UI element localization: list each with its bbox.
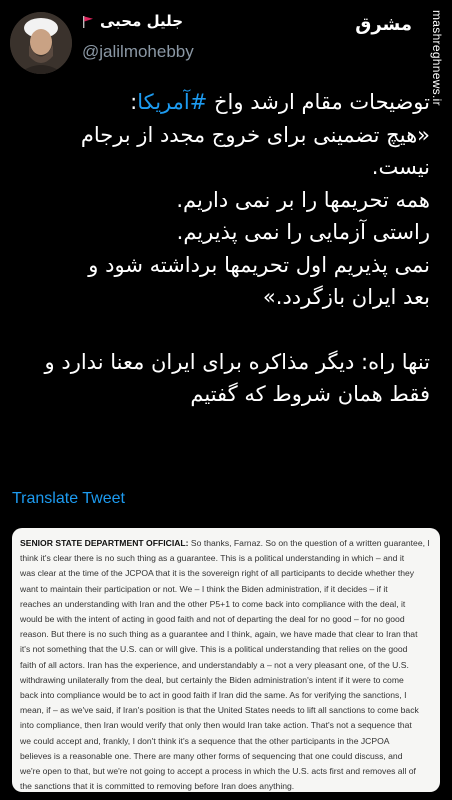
tweet-text xyxy=(12,86,430,411)
tweet-line: فقط همان شروط که گفتیم xyxy=(190,382,430,406)
name-row xyxy=(82,12,183,30)
transcript-line xyxy=(20,536,436,551)
hashtag-link[interactable]: #آمریکا xyxy=(137,90,208,114)
transcript-line: would be with the intent of acting in good faith and not of departing the deal for no good – for no good xyxy=(20,614,405,625)
tweet-line: راستی آزمایی را نمی پذیریم. xyxy=(176,220,430,244)
transcript-line-text: So thanks, Farnaz. So on the question of a written guarantee, I xyxy=(188,538,430,548)
tweet-line-text: توضیحات مقام ارشد واخ xyxy=(207,90,430,114)
tweet-line: «هیچ تضمینی برای خروج مجدد از برجام xyxy=(80,122,430,147)
transcript-line: think it's clear there is no such thing as a guarantee. This is a political understanding in which – and it xyxy=(20,553,405,564)
user-handle[interactable]: @jalilmohebby xyxy=(82,42,194,61)
transcript-line: we're open to that, but we're not going to accept a process in which the U.S. acts first and removes all of xyxy=(20,766,416,777)
translate-tweet-link[interactable]: Translate Tweet xyxy=(12,490,125,507)
tweet-line: نمی پذیریم اول تحریمها برداشته شود و xyxy=(88,252,430,277)
tweet-blank-line xyxy=(12,314,430,346)
tweet-line: تنها راه: دیگر مذاکره برای ایران معنا ندارد و xyxy=(44,349,430,374)
transcript-line: reaches an understanding with Iran and the other P5+1 to come back into compliance with the deal, it xyxy=(20,598,406,609)
flag-icon xyxy=(82,14,94,28)
brand-logo: مشرق xyxy=(355,14,412,35)
transcript-line: reason. But there is no such thing as a guarantee and I think, again, we have made that clear to Iran that xyxy=(20,629,418,640)
tweet-line: توضیحات مقام ارشد واخ #آمریکا: xyxy=(130,90,430,114)
transcript-line: withdrawing unilaterally from the deal, but certainly the Biden administration's intent if it were to come xyxy=(20,674,404,685)
transcript-line: believes is a reasonable one. There are many other forms of sequencing that one could discuss, and xyxy=(20,750,403,761)
avatar-image xyxy=(10,12,72,74)
transcript-line: back into compliance would be to act in good faith if Iran did the same. As for verifying the sanctions, I xyxy=(20,690,407,701)
speaker-label: SENIOR STATE DEPARTMENT OFFICIAL: xyxy=(20,538,189,548)
transcript-line: want to maintain their participation or not. We – I think the Biden administration, if it decides – if it xyxy=(20,583,388,594)
transcript-text xyxy=(20,536,436,792)
display-name[interactable]: جلیل محبی xyxy=(100,12,184,30)
transcript-line: it's not something that the U.S. can or will give. This is a political understanding that relies on the good xyxy=(20,644,408,655)
transcript-line: faith of all actors. Iran has the experience, and understandably a – not a very pleasant one, of the U.S. xyxy=(20,659,409,670)
tweet-line: نیست. xyxy=(371,155,430,179)
transcript-line: was clear at the time of the JCPOA that it is the sovereign right of all participants to decide whether they xyxy=(20,568,415,579)
tweet-line: بعد ایران بازگردد.» xyxy=(262,285,430,309)
tweet-line: همه تحریمها را بر نمی داریم. xyxy=(176,187,430,212)
transcript-line: the sanctions that it is committed to removing before Iran does anything. xyxy=(20,781,295,792)
brand-url: mashreghnews.ir xyxy=(430,10,444,106)
attached-image[interactable] xyxy=(12,528,440,792)
transcript-line: we could accept and, frankly, I don't think it's a sequence that the other participants in the JCPOA xyxy=(20,735,390,746)
avatar[interactable] xyxy=(10,12,72,74)
transcript-line: into compliance, then Iran would verify that only then would Iran take action. That's not a sequence that xyxy=(20,720,412,731)
transcript-line: mean, if – as we've said, if Iran's position is that the United States needs to lift all sanctions to come back xyxy=(20,705,419,716)
